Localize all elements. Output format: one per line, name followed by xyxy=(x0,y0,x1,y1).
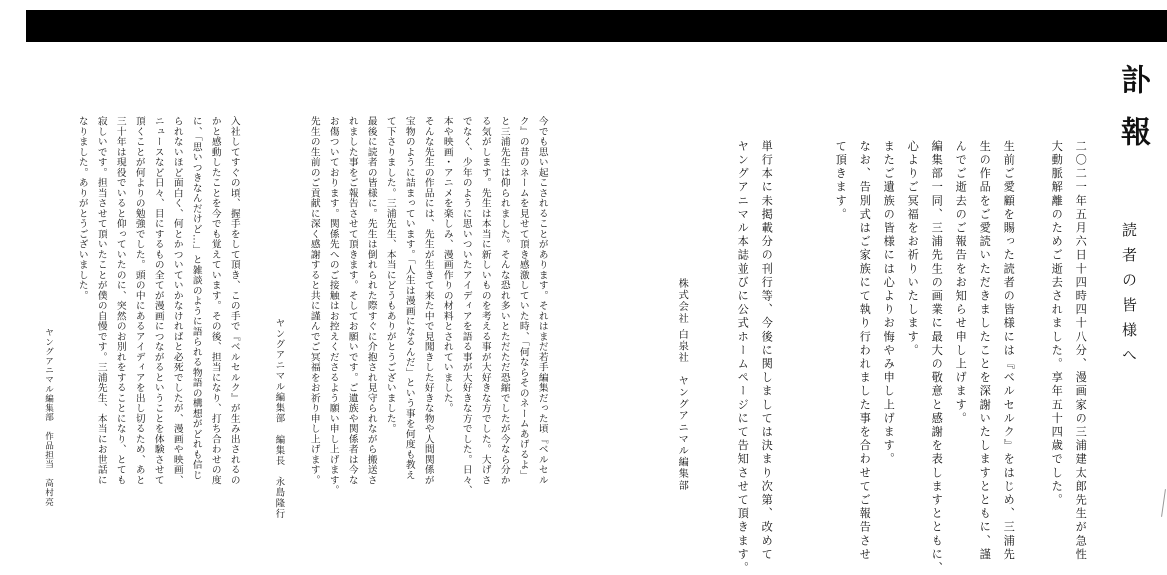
staff-message-line: られないほど面白く、何とかついていかなければと必死でしたが、漫画や映画、 xyxy=(171,116,183,485)
page-title: 訃報 xyxy=(1115,64,1150,168)
notice-line: て頂きます。 xyxy=(834,140,848,222)
editor-message-line: れました事をご報告させて頂きます。そしてお願いです。ご遺族や関係者は今な xyxy=(346,116,358,485)
editor-message-line: 宝物のように詰まっています。「人生は漫画になるんだ」という事を何度も教え xyxy=(403,116,415,481)
page-edge-line xyxy=(1161,489,1166,517)
page-subtitle: 読者の皆様へ xyxy=(1120,222,1138,372)
notice-line: なお、告別式はご家族にて執り行われました事を合わせてご報告させ xyxy=(858,140,872,562)
staff-message-line: なりました。ありがとうございました。 xyxy=(76,116,88,301)
staff-signature: ヤングアニマル編集部 作品担当 高村亮 xyxy=(43,328,54,507)
staff-message-line: 頂くことが何よりの勉強でした。頭の中にあるアイディアを出し切るため、あと xyxy=(133,116,145,485)
notice-line: 編集部一同、三浦先生の画業に最大の敬意と感謝を表しますとともに、 xyxy=(930,140,944,575)
notice-line: 心よりご冥福をお祈りいたします。 xyxy=(906,140,920,358)
editor-message-line: 最後に読者の皆様に。先生は倒れられた際すぐに介抱され見守られながら搬送さ xyxy=(365,116,377,485)
editor-message-line: と三浦先生は仰られました。そんな恐れ多いとただただ恐縮でしたが今なら分か xyxy=(498,116,510,485)
top-black-bar xyxy=(26,10,1167,42)
editor-message-line: ク』の昔のネームを見せて頂き感激していた時、「何ならそのネームあげるよ」 xyxy=(517,116,529,481)
editor-message-line: そんな先生の作品には、先生が生きて来た中で見聞きした好きな物や人間関係が xyxy=(422,116,434,485)
editor-message-line: でなく、少年のように思いついたアイディアを語る事が大好きな方でした。日々、 xyxy=(460,116,472,496)
notice-line: 二〇二一年五月六日十四時四十八分、漫画家の三浦建太郎先生が急性 xyxy=(1074,140,1088,562)
editor-message-line: お傷ついております。関係先へのご接触はお控えくださるよう願い申し上げます。 xyxy=(327,116,339,496)
editor-message-line: 先生の生前のご貢献に深く感謝すると共に謹んでご冥福をお祈り申し上げます。 xyxy=(308,116,320,485)
staff-message-line: かと感動したことを今でも覚えています。その後、担当になり、打ち合わせの度 xyxy=(209,116,221,485)
notice-line: 生前ご愛顧を賜った読者の皆様には『ベルセルク』をはじめ、三浦先 xyxy=(1002,140,1016,562)
editor-message-line: 本や映画・アニメを楽しみ、漫画作りの材料とされていました。 xyxy=(441,116,453,414)
notice-line: んでご逝去のご報告をお知らせ申し上げます。 xyxy=(954,140,968,426)
editor-message-line: 今でも思い起こされることがあります。それはまだ若手編集だった頃『ベルセル xyxy=(536,116,548,485)
staff-message-line: に、「思いつきなんだけど…」と雑談のように語られる物語の構想がどれも信じ xyxy=(190,116,202,481)
notice-line: 生の作品をご愛読いただきましたことを深謝いたしますとともに、謹 xyxy=(978,140,992,562)
notice-line: 大動脈解離のためご逝去されました。享年五十四歳でした。 xyxy=(1050,140,1064,508)
staff-message-line: ニュースなど日々、目にするもの全てが漫画につながるということを体験させて xyxy=(152,116,164,485)
staff-message-line: 三十年は現役でいると仰っていたのに、突然のお別れをすることになり、とても xyxy=(114,116,126,485)
editor-message-line: る気がします。先生は本当に新しいものを考える事が大好きな方でした。大げさ xyxy=(479,116,491,485)
staff-message-line: 寂しいです。担当させて頂いたことが僕の自慢です。三浦先生、本当にお世話に xyxy=(95,116,107,485)
notice-line: またご遺族の皆様には心よりお悔やみ申し上げます。 xyxy=(882,140,896,467)
notice-line: 単行本に未掲載分の刊行等、今後に関しましては決まり次第、改めて xyxy=(760,140,774,562)
editor-message-line: て下さりました。三浦先生、本当にどうもありがとうございました。 xyxy=(384,116,396,434)
publisher-signature: 株式会社 白泉社 ヤングアニマル編集部 xyxy=(676,278,688,492)
editor-signature: ヤングアニマル編集部 編集長 永島隆行 xyxy=(273,318,285,520)
notice-line: ヤングアニマル本誌並びに公式ホームページにて告知させて頂きます。 xyxy=(736,140,750,575)
staff-message-line: 入社してすぐの頃、握手をして頂き、この手で『ベルセルク』が生み出されるの xyxy=(228,116,240,485)
